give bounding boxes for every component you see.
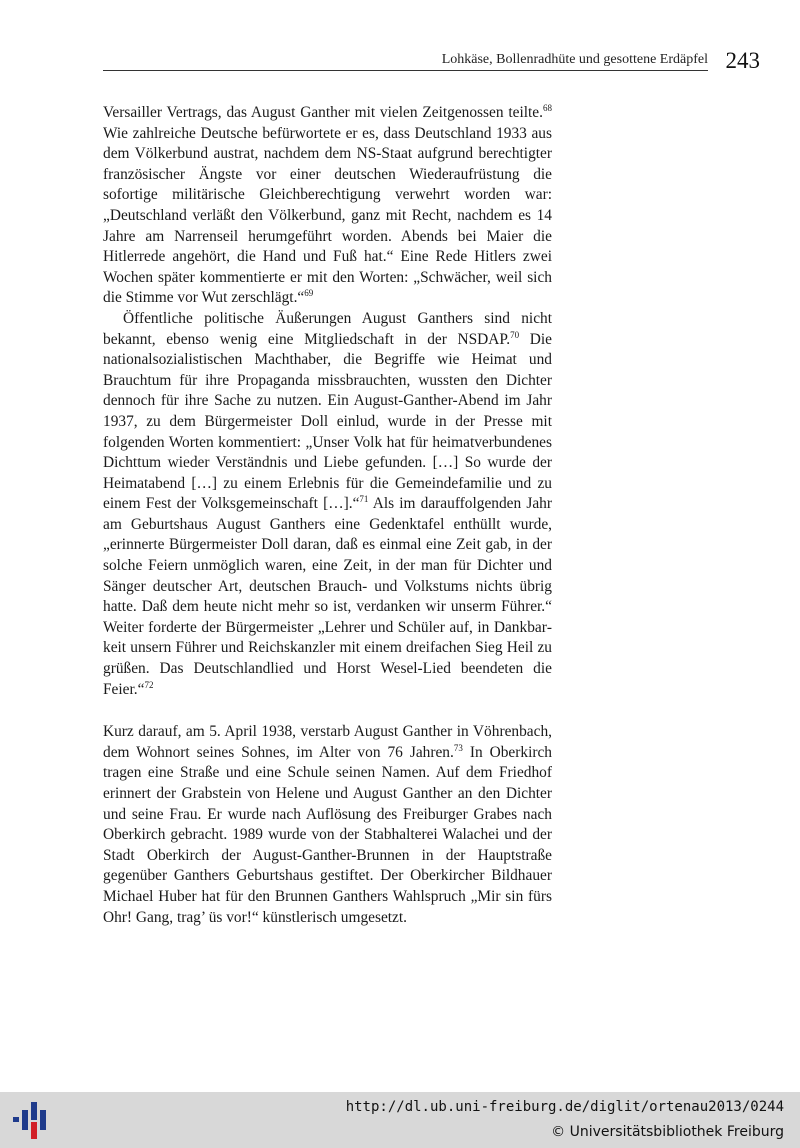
ub-freiburg-logo-icon [12,1100,52,1140]
article-body [103,103,552,928]
paragraph: Öffentliche politische Äußerungen August Ganthers sind nicht bekannt, ebenso wenig eine Mitgliedschaft in der NSDAP.$^{70}$ Die nationalsozialistischen Machthaber, die Begriffe wie Heimat und Brauchtum für ihre Propaganda missbrauchten, wussten den Dichter dennoch für ihre Sache zu nutzen. Ein August-Ganther-Abend im Jahr 1937, zu dem Bürgermeister Doll einlud, wurde in der Presse mit folgenden Worten kommentiert: „Unser Volk hat für heimatverbundenes Dichttum wieder Verständnis und Liebe gefunden. […] So wurde der Heimatabend […] zu einem Erlebnis für die Gemeindefamilie und zu einem Fest der Volksgemeinschaft […].“$^{71}$ Als im darauffolgenden Jahr am Geburtshaus August Ganthers eine Gedenktafel enthüllt wurde, „erinnerte Bürgermeister Doll daran, daß es einmal eine Zeit gab, in der solche Feiern unmöglich waren, eine Zeit, in der man für Dichter und Sänger deutscher Art, deutschen Brauch- und Volkstums nichts übrig hatte. Daß dem heute nicht mehr so ist, verdanken wir unserm Führer.“ Weiter forderte der Bürgermeister „Lehrer und Schüler auf, in Dankbarkeit unsern Führer und Reichskanzler mit einem dreifachen Sieg Heil zu grüßen. Das Deutschlandlied und Horst Wesel-Lied beendeten die Feier.“$^{72}$ [103,309,552,698]
footnote-ref[interactable]: 70 [510,329,520,340]
running-title: Lohkäse, Bollenradhüte und gesottene Erdäpfel [441,52,708,67]
permalink-url[interactable]: http://dl.ub.uni-freiburg.de/diglit/ortenau2013/0244 [345,1099,784,1115]
paragraph: Versailler Vertrags, das August Ganther mit vielen Zeitgenossen teilte.$^{68}$ Wie zahlreiche Deutsche befürwortete er es, dass Deutschland 1933 aus dem Völkerbund austrat, nachdem dem NS-Staat aufgrund berechtigter französischer Ängste vor einer deutschen Wiederaufrüstung die sofortige militärische Gleichberechtigung verwehrt worden war: „Deutschland verläßt den Völkerbund, ganz mit Recht, nachdem es 14 Jahre am Narrenseil herumgeführt worden. Abends bei Maier die Hitlerrede angehört, die Hand und Fuß hat.“ Eine Rede Hitlers zwei Wochen später kommentierte er mit den Worten: „Schwächer, weil sich die Stimme vor Wut zerschlägt.“$^{69}$ [103,102,552,307]
footer-bar [0,1092,800,1148]
page-number: 243 [725,48,760,73]
footnote-ref[interactable]: 71 [359,494,369,505]
running-head [103,50,708,71]
footnote-ref[interactable]: 69 [304,288,314,299]
paragraph: Kurz darauf, am 5. April 1938, verstarb August Ganther in Vöhrenbach, dem Wohnort seines Sohnes, im Alter von 76 Jahren.$^{73}$ In Oberkirch tragen eine Straße und eine Schule seinen Namen. Auf dem Friedhof erinnert der Grabstein von Helene und August Ganther an den Dichter und seine Frau. Er wurde nach Auflösung des Freiburger Grabes nach Oberkirch gebracht. 1989 wurde von der Stabhalterei Walachei und der Stadt Oberkirch der August-Ganther-Brunnen in der Hauptstraße gegenüber Ganthers Geburtshaus gestiftet. Der Oberkircher Bildhauer Michael Huber hat für den Brunnen Ganthers Wahlspruch „Mir sin fürs Ohr! Gang, trag’ üs vor!“ künstlerisch umgesetzt. [103,723,552,926]
footnote-ref[interactable]: 72 [144,679,154,690]
footnote-ref[interactable]: 68 [543,102,552,113]
footnote-ref[interactable]: 73 [453,742,463,753]
copyright-notice: © Universitätsbibliothek Freiburg [551,1124,784,1140]
